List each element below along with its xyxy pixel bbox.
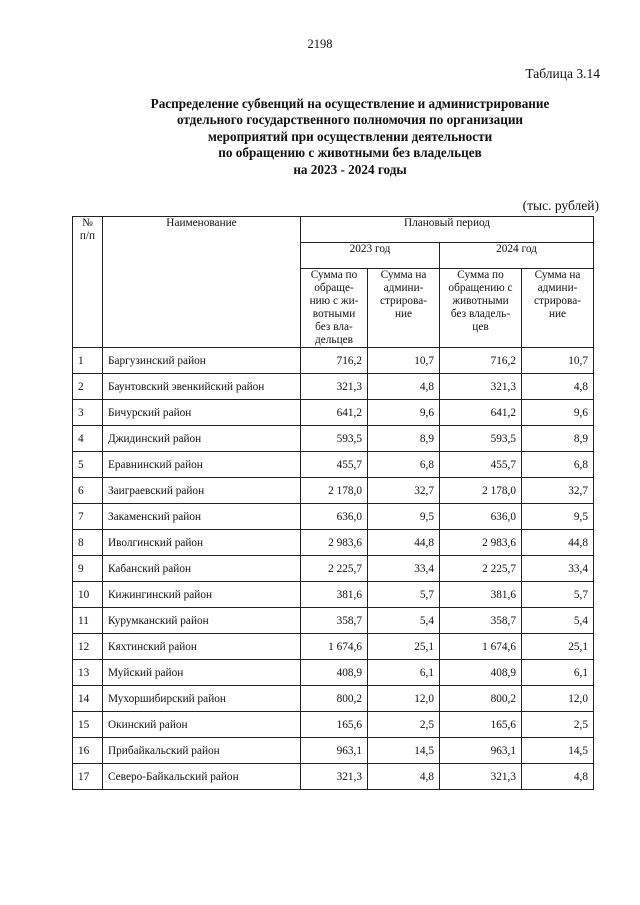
row-number: 14	[73, 686, 103, 712]
title-line: отдельного государственного полномочия по организации	[176, 112, 524, 128]
row-name: Кяхтинский район	[103, 634, 301, 660]
row-number: 10	[73, 582, 103, 608]
row-sum-2023: 2 983,6	[301, 530, 368, 556]
row-sum-2024: 963,1	[440, 738, 522, 764]
row-admin-2023: 6,1	[368, 660, 440, 686]
row-sum-2024: 593,5	[440, 426, 522, 452]
row-sum-2024: 2 178,0	[440, 478, 522, 504]
table-row	[73, 660, 594, 686]
row-admin-2024: 4,8	[522, 374, 594, 400]
row-number: 1	[73, 348, 103, 374]
title-line: Распределение субвенций на осуществление и администрирование	[150, 96, 550, 111]
row-name: Джидинский район	[103, 426, 301, 452]
row-admin-2023: 12,0	[368, 686, 440, 712]
table-row	[73, 634, 594, 660]
row-name: Прибайкальский район	[103, 738, 301, 764]
page-number: 2198	[307, 37, 333, 51]
row-sum-2024: 381,6	[440, 582, 522, 608]
row-admin-2024: 10,7	[522, 348, 594, 374]
row-name: Кабанский район	[103, 556, 301, 582]
row-sum-2023: 165,6	[301, 712, 368, 738]
row-sum-2024: 2 225,7	[440, 556, 522, 582]
row-name: Еравнинский район	[103, 452, 301, 478]
table-header	[73, 217, 594, 348]
row-sum-2024: 321,3	[440, 374, 522, 400]
row-admin-2024: 6,8	[522, 452, 594, 478]
row-sum-2023: 963,1	[301, 738, 368, 764]
header-2024-admin: Сумма на админи- стрирова- ние	[522, 269, 594, 348]
row-admin-2024: 12,0	[522, 686, 594, 712]
row-admin-2023: 44,8	[368, 530, 440, 556]
header-2023-sum: Сумма по обраще- нию с жи- вотными без вла- дельцев	[301, 269, 368, 348]
table-row	[73, 478, 594, 504]
header-year-2024: 2024 год	[440, 243, 594, 269]
row-sum-2024: 1 674,6	[440, 634, 522, 660]
row-admin-2023: 32,7	[368, 478, 440, 504]
row-sum-2023: 2 225,7	[301, 556, 368, 582]
table-row	[73, 608, 594, 634]
subsidy-table	[72, 216, 594, 790]
row-admin-2024: 5,4	[522, 608, 594, 634]
row-admin-2024: 2,5	[522, 712, 594, 738]
row-admin-2024: 6,1	[522, 660, 594, 686]
row-sum-2023: 381,6	[301, 582, 368, 608]
row-number: 8	[73, 530, 103, 556]
row-sum-2023: 636,0	[301, 504, 368, 530]
row-admin-2023: 5,4	[368, 608, 440, 634]
title-line: по обращению с животными без владельцев	[218, 145, 482, 161]
table-row	[73, 686, 594, 712]
row-admin-2023: 4,8	[368, 374, 440, 400]
row-sum-2024: 641,2	[440, 400, 522, 426]
row-sum-2023: 408,9	[301, 660, 368, 686]
table-body	[73, 348, 594, 790]
row-admin-2023: 4,8	[368, 764, 440, 790]
row-number: 12	[73, 634, 103, 660]
row-admin-2024: 32,7	[522, 478, 594, 504]
row-number: 4	[73, 426, 103, 452]
row-admin-2024: 25,1	[522, 634, 594, 660]
row-admin-2024: 4,8	[522, 764, 594, 790]
table-row	[73, 348, 594, 374]
table-label: Таблица 3.14	[525, 66, 600, 81]
table-row	[73, 452, 594, 478]
table-row	[73, 530, 594, 556]
row-admin-2024: 9,6	[522, 400, 594, 426]
row-name: Бичурский район	[103, 400, 301, 426]
row-admin-2024: 33,4	[522, 556, 594, 582]
row-name: Баунтовский эвенкийский район	[103, 374, 301, 400]
row-number: 3	[73, 400, 103, 426]
table-row	[73, 426, 594, 452]
row-number: 17	[73, 764, 103, 790]
row-sum-2023: 321,3	[301, 764, 368, 790]
header-2023-admin: Сумма на админи- стрирова- ние	[368, 269, 440, 348]
row-number: 6	[73, 478, 103, 504]
table-row	[73, 582, 594, 608]
row-name: Курумканский район	[103, 608, 301, 634]
row-number: 16	[73, 738, 103, 764]
row-name: Мухоршибирский район	[103, 686, 301, 712]
table-row	[73, 712, 594, 738]
row-sum-2024: 455,7	[440, 452, 522, 478]
title-line: на 2023 - 2024 годы	[293, 161, 407, 177]
table-row	[73, 374, 594, 400]
row-name: Окинский район	[103, 712, 301, 738]
table-row	[73, 556, 594, 582]
row-admin-2023: 8,9	[368, 426, 440, 452]
row-admin-2024: 14,5	[522, 738, 594, 764]
row-admin-2024: 8,9	[522, 426, 594, 452]
title-line: мероприятий при осуществлении деятельности	[207, 128, 493, 144]
row-sum-2023: 800,2	[301, 686, 368, 712]
row-admin-2023: 14,5	[368, 738, 440, 764]
row-number: 15	[73, 712, 103, 738]
row-sum-2024: 321,3	[440, 764, 522, 790]
row-name: Муйский район	[103, 660, 301, 686]
row-sum-2024: 408,9	[440, 660, 522, 686]
row-sum-2023: 358,7	[301, 608, 368, 634]
table-row	[73, 400, 594, 426]
row-name: Кижингинский район	[103, 582, 301, 608]
row-name: Баргузинский район	[103, 348, 301, 374]
document-title	[90, 96, 610, 178]
row-sum-2023: 2 178,0	[301, 478, 368, 504]
row-sum-2024: 636,0	[440, 504, 522, 530]
row-sum-2023: 1 674,6	[301, 634, 368, 660]
row-admin-2024: 44,8	[522, 530, 594, 556]
header-plan-period: Плановый период	[301, 217, 594, 243]
row-admin-2024: 9,5	[522, 504, 594, 530]
row-sum-2023: 641,2	[301, 400, 368, 426]
table-row	[73, 504, 594, 530]
row-sum-2024: 800,2	[440, 686, 522, 712]
header-year-2023: 2023 год	[301, 243, 440, 269]
row-admin-2023: 25,1	[368, 634, 440, 660]
header-number: № п/п	[73, 217, 103, 348]
units-note: (тыс. рублей)	[522, 198, 599, 213]
row-admin-2023: 33,4	[368, 556, 440, 582]
row-sum-2023: 716,2	[301, 348, 368, 374]
row-admin-2023: 9,6	[368, 400, 440, 426]
table-row	[73, 764, 594, 790]
row-name: Заиграевский район	[103, 478, 301, 504]
row-name: Северо-Байкальский район	[103, 764, 301, 790]
row-name: Закаменский район	[103, 504, 301, 530]
row-number: 2	[73, 374, 103, 400]
row-name: Иволгинский район	[103, 530, 301, 556]
header-2024-sum: Сумма по обращению с животными без владель- цев	[440, 269, 522, 348]
row-number: 13	[73, 660, 103, 686]
row-admin-2023: 6,8	[368, 452, 440, 478]
table-row	[73, 738, 594, 764]
row-admin-2023: 10,7	[368, 348, 440, 374]
row-sum-2024: 358,7	[440, 608, 522, 634]
row-sum-2023: 593,5	[301, 426, 368, 452]
row-admin-2023: 5,7	[368, 582, 440, 608]
row-admin-2023: 2,5	[368, 712, 440, 738]
row-admin-2024: 5,7	[522, 582, 594, 608]
row-admin-2023: 9,5	[368, 504, 440, 530]
row-number: 7	[73, 504, 103, 530]
row-number: 9	[73, 556, 103, 582]
row-sum-2024: 716,2	[440, 348, 522, 374]
row-sum-2024: 165,6	[440, 712, 522, 738]
row-number: 11	[73, 608, 103, 634]
header-name: Наименование	[103, 217, 301, 348]
row-sum-2024: 2 983,6	[440, 530, 522, 556]
row-sum-2023: 321,3	[301, 374, 368, 400]
row-sum-2023: 455,7	[301, 452, 368, 478]
row-number: 5	[73, 452, 103, 478]
